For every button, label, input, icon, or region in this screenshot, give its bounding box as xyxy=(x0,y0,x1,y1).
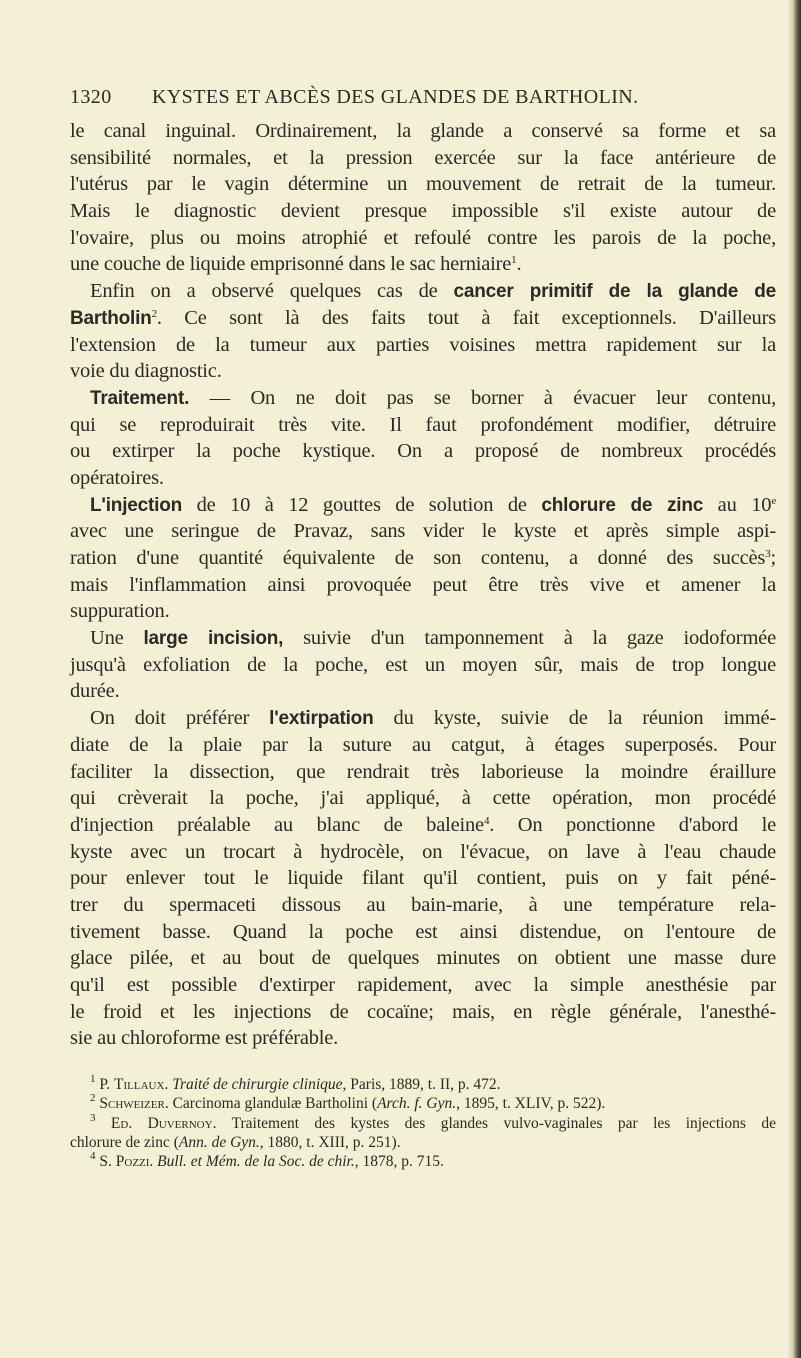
text-line xyxy=(70,465,776,492)
text-line xyxy=(70,919,776,946)
text-run: , 1895, t. XLIV, p. 522). xyxy=(456,1095,606,1113)
text-line xyxy=(70,385,776,412)
page-edge-shadow xyxy=(787,0,801,1358)
author-name: Pozzi xyxy=(115,1153,150,1171)
text-line xyxy=(70,518,776,545)
text-run: . On ponctionne d'abord le xyxy=(489,813,776,836)
footnote-line xyxy=(70,1111,777,1133)
text-run: . Ce sont là des faits tout à fait exceptionnels. D'ailleurs xyxy=(156,306,776,329)
text-line xyxy=(70,1025,776,1052)
footnote-line xyxy=(70,1133,776,1152)
footnote-line xyxy=(70,1152,776,1171)
text-line xyxy=(70,572,776,599)
text-line xyxy=(70,438,776,465)
text-line xyxy=(70,759,776,786)
text-run: — On ne doit pas se borner à évacuer leur contenu, xyxy=(189,386,776,409)
text-run: sie au chloroforme est préférable. xyxy=(70,1027,339,1050)
bold-term: cancer primitif de la glande de xyxy=(453,281,776,303)
text-run: une couche de liquide emprisonné dans le sac herniaire xyxy=(70,253,512,276)
bold-term: large incision, xyxy=(143,628,284,650)
footnote-ref: 3 xyxy=(765,548,771,560)
text-line xyxy=(70,198,776,225)
text-run: ration d'une quantité équivalente de son contenu, a donné des succès xyxy=(70,547,766,569)
text-run: l'utérus par le vagin détermine un mouvement de retrait de la tumeur. xyxy=(70,173,776,196)
footnote-ref: 3 xyxy=(90,1111,96,1124)
text-run: l'ovaire, plus ou moins atrophié et refoulé contre les parois de la poche, xyxy=(70,226,776,249)
author-name: Schweizer xyxy=(99,1095,165,1113)
text-run: faciliter la dissection, que rendrait très laborieuse la moindre éraillure xyxy=(70,760,776,783)
italic-title: Traité de chirurgie clinique xyxy=(172,1076,343,1093)
text-run: . xyxy=(164,1076,173,1093)
bold-term: chlorure de zinc xyxy=(541,494,704,516)
text-run: jusqu'à exfoliation de la poche, est un moyen sûr, mais de trop longue xyxy=(70,653,776,676)
text-run: trer du spermaceti dissous au bain-marie, à une température rela- xyxy=(70,893,776,916)
text-line xyxy=(70,625,776,652)
text-run: opératoires. xyxy=(70,466,164,489)
text-line xyxy=(70,492,776,519)
footnote-ref: 2 xyxy=(151,307,157,320)
text-run: d'injection préalable au blanc de baleine xyxy=(70,813,484,836)
page-number: 1320 xyxy=(70,86,112,108)
text-line xyxy=(70,785,776,812)
text-run: suppuration. xyxy=(70,600,170,623)
italic-title: Ann. de Gyn. xyxy=(178,1133,260,1151)
text-run: sensibilité normales, et la pression exercée sur la face antérieure de xyxy=(70,146,776,169)
text-line xyxy=(70,145,776,172)
footnote-ref: 1 xyxy=(90,1073,96,1085)
text-run: chlorure de zinc ( xyxy=(70,1133,179,1151)
text-run: de 10 à 12 gouttes de solution de xyxy=(182,493,542,516)
text-run: avec une seringue de Pravaz, sans vider le kyste et après simple aspi- xyxy=(70,520,776,543)
text-run: au 10 xyxy=(703,493,772,516)
text-run: Mais le diagnostic devient presque impossible s'il existe autour de xyxy=(70,200,776,223)
text-line xyxy=(70,705,776,732)
footnote-ref: 1 xyxy=(511,254,517,267)
bold-term: Bartholin xyxy=(70,307,152,329)
body-text xyxy=(70,118,776,1052)
text-run: le canal inguinal. Ordinairement, la glande a conservé sa forme et sa xyxy=(70,120,776,142)
text-line xyxy=(70,732,776,759)
text-line xyxy=(70,171,776,198)
text-run: ; xyxy=(770,547,776,569)
text-line xyxy=(70,678,776,705)
text-line xyxy=(70,972,776,999)
text-run: durée. xyxy=(70,680,120,703)
text-line xyxy=(70,839,776,866)
text-run xyxy=(96,1115,111,1132)
text-run: . Traitement des kystes des glandes vulvo-vaginales par les injections de xyxy=(212,1114,777,1132)
text-run: l'extension de la tumeur aux parties voisines mettra rapidement sur la xyxy=(70,333,776,356)
running-header xyxy=(70,86,776,110)
text-line xyxy=(70,812,776,839)
text-line xyxy=(70,305,776,332)
footnote-ref: 4 xyxy=(483,814,490,827)
text-run: qui se reproduirait très vite. Il faut profondément modifier, détruire xyxy=(70,413,776,436)
text-run: tivement basse. Quand la poche est ainsi distendue, on l'entoure de xyxy=(70,920,776,943)
italic-title: Arch. f. Gyn. xyxy=(377,1095,457,1113)
text-line xyxy=(70,652,776,679)
text-run: suivie d'un tamponnement à la gaze iodoformée xyxy=(283,627,776,650)
footnote-ref: 2 xyxy=(90,1092,96,1105)
text-run: S. xyxy=(95,1153,116,1171)
text-run: ou extirper la poche kystique. On a proposé de nombreux procédés xyxy=(70,440,776,463)
text-line xyxy=(70,332,776,359)
text-run: P. xyxy=(95,1076,115,1093)
text-run: qui crèverait la poche, j'ai appliqué, à cette opération, mon procédé xyxy=(70,787,776,810)
text-run: du kyste, suivie de la réunion immé- xyxy=(373,707,776,730)
text-run: glace pilée, et au bout de quelques minutes on obtient une masse dure xyxy=(70,947,776,970)
footnotes xyxy=(70,1075,776,1171)
text-run: pour enlever tout le liquide filant qu'il contient, puis on y fait péné- xyxy=(70,867,776,890)
text-line xyxy=(70,598,776,625)
text-line xyxy=(70,999,776,1026)
text-line xyxy=(70,278,776,305)
text-line xyxy=(70,118,776,145)
text-line xyxy=(70,865,776,892)
text-run: voie du diagnostic. xyxy=(70,360,222,383)
text-run: . xyxy=(149,1153,158,1171)
author-name: Ed. Duvernoy xyxy=(110,1114,213,1132)
text-line xyxy=(70,412,776,439)
running-title: KYSTES ET ABCÈS DES GLANDES DE BARTHOLIN. xyxy=(152,86,639,108)
footnote-ref: e xyxy=(771,494,776,507)
bold-term: L'injection xyxy=(90,494,183,516)
bold-term: Traitement. xyxy=(90,387,190,409)
bold-term: l'extirpation xyxy=(269,708,374,730)
text-run: diate de la plaie par la suture au catgut, à étages superposés. Pour xyxy=(70,733,776,756)
text-run: le froid et les injections de cocaïne; mais, en règle générale, l'anesthé- xyxy=(70,1000,776,1023)
footnote-ref: 4 xyxy=(90,1150,96,1163)
text-run: , 1880, t. XIII, p. 251). xyxy=(259,1133,401,1151)
text-run: Une xyxy=(90,627,144,650)
text-run: . Carcinoma glandulæ Bartholini ( xyxy=(164,1095,378,1113)
text-run: . xyxy=(516,253,522,276)
text-run: qu'il est possible d'extirper rapidement, avec la simple anesthésie par xyxy=(70,974,776,996)
footnote-line xyxy=(70,1075,776,1094)
text-line xyxy=(70,545,776,572)
text-run: , Paris, 1889, t. II, p. 472. xyxy=(342,1076,501,1093)
text-line xyxy=(70,892,776,919)
text-run: On doit préférer xyxy=(90,707,270,730)
italic-title: Bull. et Mém. de la Soc. de chir. xyxy=(157,1153,355,1171)
footnote-line xyxy=(70,1094,776,1113)
text-line xyxy=(70,251,776,278)
text-line xyxy=(70,358,776,385)
author-name: Tillaux xyxy=(114,1076,165,1093)
text-run: mais l'inflammation ainsi provoquée peut être très vive et amener la xyxy=(70,573,776,596)
text-line xyxy=(70,225,776,252)
text-run: , 1878, p. 715. xyxy=(354,1153,444,1171)
text-run: kyste avec un trocart à hydrocèle, on l'évacue, on lave à l'eau chaude xyxy=(70,840,776,863)
text-line xyxy=(70,945,776,972)
text-run: Enfin on a observé quelques cas de xyxy=(90,280,454,303)
